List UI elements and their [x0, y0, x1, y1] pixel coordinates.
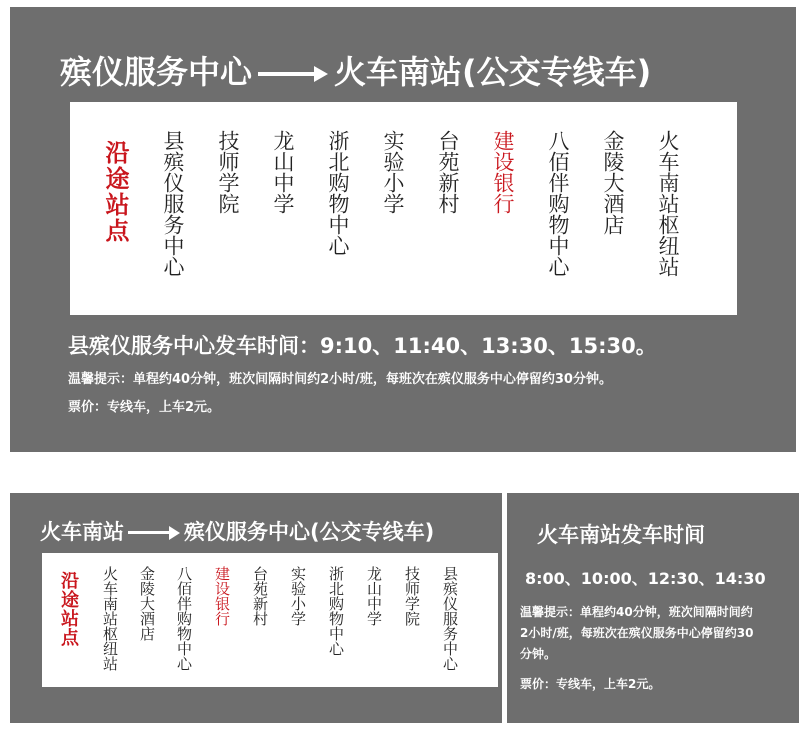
- stop-name-highlighted: 建设银行: [213, 566, 231, 626]
- stop-name: 八佰伴购物中心: [175, 566, 193, 671]
- route-title: [40, 516, 434, 546]
- arrow-right-icon: [128, 525, 180, 541]
- stop-name: 八佰伴购物中心: [546, 130, 570, 277]
- departure-times: 县殡仪服务中心发车时间：9:10、11:40、13:30、15:30。: [68, 334, 657, 358]
- route-panel-to-station: [10, 7, 796, 452]
- stop-name: 火车南站枢纽站: [656, 130, 680, 277]
- stop-name: 技师学院: [403, 566, 421, 626]
- stops-box: [42, 553, 498, 687]
- stop-name: 实验小学: [289, 566, 307, 626]
- departure-title: 火车南站发车时间: [537, 523, 705, 547]
- route-title: [60, 47, 651, 93]
- stop-name: 龙山中学: [365, 566, 383, 626]
- route-title-from: 火车南站: [40, 520, 124, 544]
- stops-label: 沿途站点: [58, 571, 79, 647]
- stop-name: 浙北购物中心: [327, 566, 345, 656]
- stop-name: 金陵大酒店: [601, 130, 625, 235]
- departure-times: 8:00、10:00、12:30、14:30: [525, 569, 766, 588]
- tip-text: 温馨提示：单程约40分钟，班次间隔时间约2小时/班，每班次在殡仪服务中心停留约30分钟。: [68, 372, 612, 387]
- fare-text: 票价：专线车，上车2元。: [68, 400, 221, 415]
- stop-name-highlighted: 建设银行: [491, 130, 515, 214]
- route-title-to: 火车南站(公交专线车): [334, 53, 652, 91]
- stop-name: 实验小学: [381, 130, 405, 214]
- route-title-from: 殡仪服务中心: [60, 53, 253, 91]
- route-panel-to-funeral-center: [10, 493, 502, 723]
- stops-label: 沿途站点: [101, 140, 129, 244]
- tip-text: 温馨提示：单程约40分钟，班次间隔时间约2小时/班，每班次在殡仪服务中心停留约30分钟。: [520, 605, 754, 661]
- route-title-to: 殡仪服务中心(公交专线车): [184, 520, 435, 544]
- stop-name: 金陵大酒店: [138, 566, 156, 641]
- stop-name: 龙山中学: [271, 130, 295, 214]
- arrow-right-icon: [258, 64, 328, 84]
- stops-box: [70, 102, 737, 315]
- stop-name: 县殡仪服务中心: [441, 566, 459, 671]
- fare-text: 票价：专线车，上车2元。: [520, 677, 661, 691]
- stop-name: 县殡仪服务中心: [161, 130, 185, 277]
- station-departure-panel: [507, 493, 799, 723]
- stop-name: 台苑新村: [251, 566, 269, 626]
- stop-name: 浙北购物中心: [326, 130, 350, 256]
- stop-name: 火车南站枢纽站: [101, 566, 119, 671]
- stop-name: 台苑新村: [436, 130, 460, 214]
- stop-name: 技师学院: [216, 130, 240, 214]
